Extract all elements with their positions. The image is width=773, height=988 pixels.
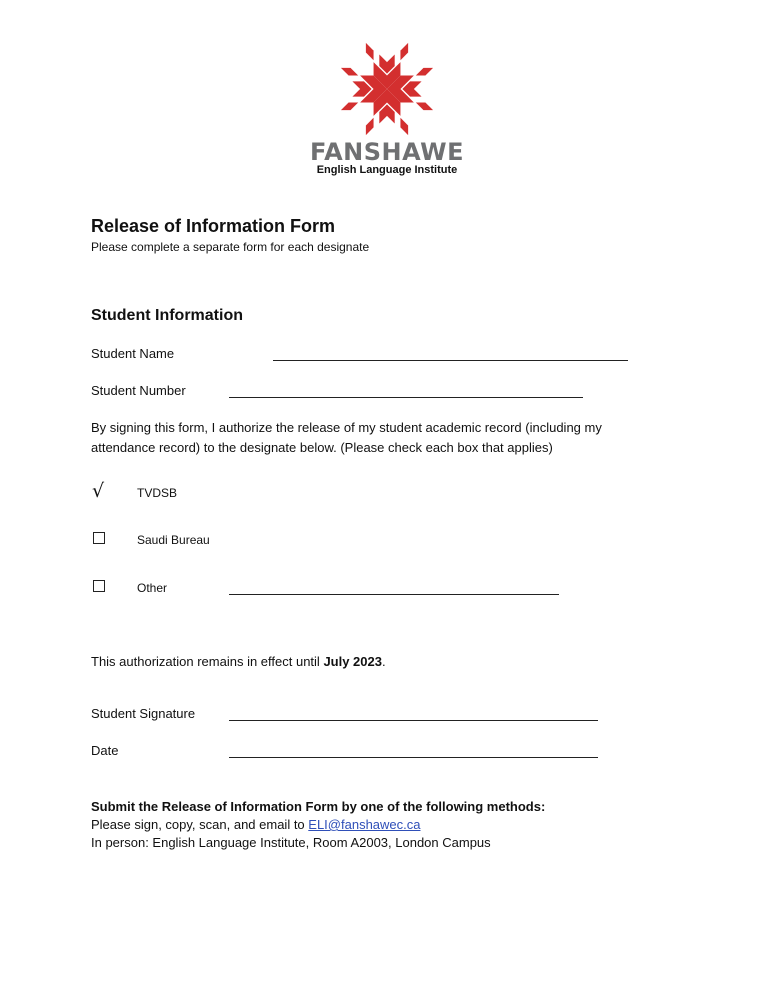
form-title: Release of Information Form — [91, 216, 336, 236]
other-label: Other — [137, 581, 168, 595]
authorization-statement: By signing this form, I authorize the release of my student academic record (including my attendance record) to the designate below. (Please check each box that applies) — [91, 420, 602, 455]
student-name-field[interactable] — [273, 360, 628, 361]
authorization-effect-text — [91, 654, 386, 669]
student-number-label: Student Number — [91, 383, 186, 398]
brand-subtitle: English Language Institute — [316, 164, 458, 176]
submit-email-prefix: Please sign, copy, scan, and email to — [91, 817, 309, 832]
date-field[interactable] — [229, 757, 598, 758]
form-subtitle: Please complete a separate form for each designate — [91, 240, 370, 254]
tvdsb-label: TVDSB — [137, 486, 178, 500]
submit-heading: Submit the Release of Information Form by one of the following methods: — [91, 799, 546, 814]
tvdsb-checkbox[interactable]: √ — [92, 480, 105, 502]
student-information-heading: Student Information — [91, 307, 243, 324]
fanshawe-logo-icon — [339, 41, 435, 137]
saudi-bureau-label: Saudi Bureau — [137, 533, 210, 547]
email-link[interactable]: ELI@fanshawec.ca — [308, 817, 421, 832]
student-signature-field[interactable] — [229, 720, 598, 721]
effect-prefix: This authorization remains in effect until — [91, 654, 324, 669]
date-label: Date — [91, 743, 119, 758]
student-signature-label: Student Signature — [91, 706, 196, 721]
brand-name: FANSHAWE — [309, 138, 465, 166]
submit-email-instructions — [91, 817, 420, 832]
saudi-bureau-checkbox[interactable] — [93, 532, 105, 544]
submit-in-person-instructions: In person: English Language Institute, Room A2003, London Campus — [91, 835, 491, 850]
other-designate-field[interactable] — [229, 594, 559, 595]
student-number-field[interactable] — [229, 397, 583, 398]
effect-suffix: . — [381, 654, 386, 669]
student-name-label: Student Name — [91, 346, 175, 361]
other-checkbox[interactable] — [93, 580, 105, 592]
effect-date: July 2023 — [323, 654, 382, 669]
